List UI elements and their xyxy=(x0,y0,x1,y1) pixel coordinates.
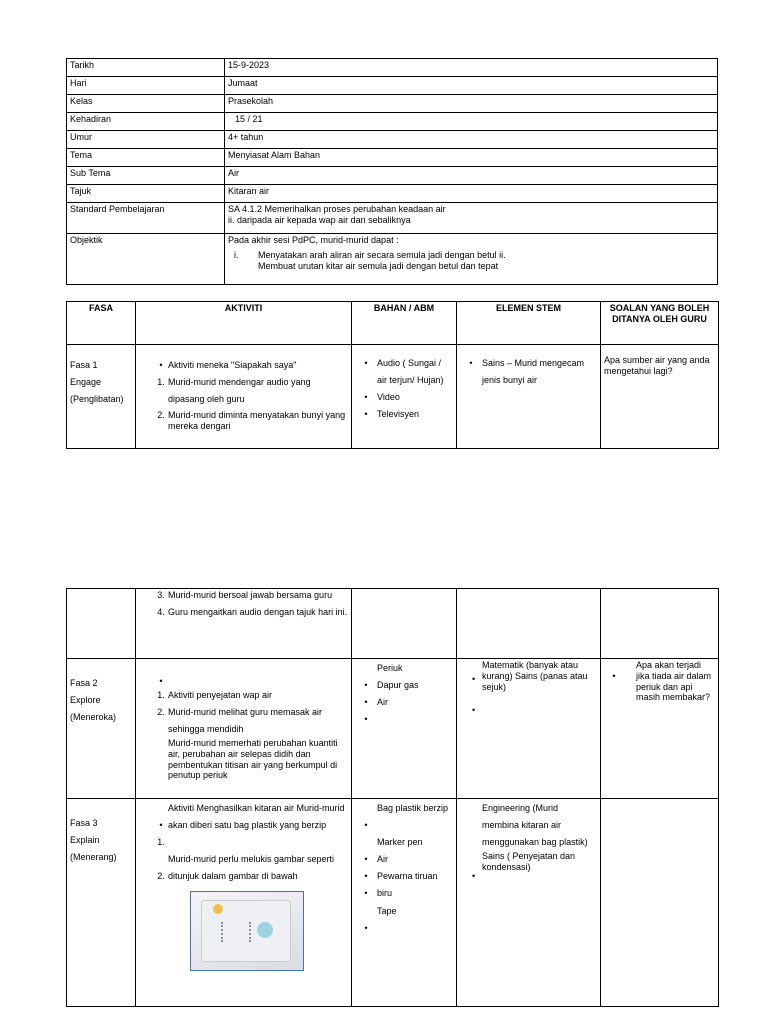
table-row xyxy=(67,149,718,167)
standard-line-2: ii. daripada air kepada wap air dan sebaliknya xyxy=(228,214,411,225)
table-row xyxy=(67,59,718,77)
list-item: Marker pen xyxy=(377,837,423,848)
list-item: Tape xyxy=(377,905,397,916)
list-item: • Video xyxy=(355,389,453,406)
list-item: 2. Murid-murid diminta menyatakan bunyi yang mereka dengari xyxy=(157,410,346,432)
list-item: 4. Guru mengaitkan audio dengan tajuk hari ini. xyxy=(157,606,348,617)
bullet-icon: • xyxy=(364,820,368,831)
fasa-3-soalan xyxy=(601,799,719,1007)
fasa-3-sub: Explain xyxy=(70,835,100,846)
fasa-1-aktiviti-cont xyxy=(136,589,352,659)
table-row xyxy=(67,77,718,95)
evaporation-icon xyxy=(221,922,251,942)
table-row xyxy=(67,167,718,185)
label-tema: Tema xyxy=(67,149,225,167)
table-header-row xyxy=(67,302,719,345)
fasa-3-bahan xyxy=(352,799,457,1007)
header-bahan: BAHAN / ABM xyxy=(352,302,457,345)
table-row xyxy=(67,185,718,203)
value-kehadiran: 15 / 21 xyxy=(225,113,718,131)
label-sub-tema: Sub Tema xyxy=(67,167,225,185)
bullet-icon: • xyxy=(469,358,473,368)
label-hari: Hari xyxy=(67,77,225,95)
fasa-2-cell xyxy=(67,659,136,799)
fasa-1-soalan: Apa sumber air yang anda mengetahui lagi? xyxy=(601,345,719,449)
list-item: Periuk xyxy=(377,663,403,673)
objektif-intro: Pada akhir sesi PdPC, murid-murid dapat : xyxy=(228,235,399,245)
bullet-icon: • xyxy=(364,854,368,865)
bullet-icon: • xyxy=(364,409,368,420)
table-row xyxy=(67,113,718,131)
bullet-icon: • xyxy=(472,870,476,881)
value-kelas: Prasekolah xyxy=(225,95,718,113)
bullet-icon: • xyxy=(159,676,163,686)
bullet-icon: • • xyxy=(364,871,368,899)
list-item: • Bag plastik berzip xyxy=(355,800,453,834)
list-item: 2. Murid-murid melihat guru memasak air sehingga mendidih xyxy=(157,706,323,734)
table-row xyxy=(67,589,719,659)
fasa-1-sub: Engage xyxy=(70,377,102,388)
value-tarikh: 15-9-2023 xyxy=(225,59,718,77)
table-row xyxy=(67,345,719,449)
fasa-2-bahan xyxy=(352,659,457,799)
value-umur: 4+ tahun xyxy=(225,131,718,149)
list-item: • Air xyxy=(355,851,453,868)
list-item: • Air xyxy=(355,694,453,711)
header-soalan: SOALAN YANG BOLEH DITANYA OLEH GURU xyxy=(601,302,719,345)
fasa-3-name: Fasa 3 xyxy=(70,818,98,828)
list-item: Murid-murid memerhati perubahan kuantiti air, perubahan air selepas didih dan pembentukan titisan air yang berkumpul di penutup periuk xyxy=(168,738,338,781)
objektif-numeral: i. xyxy=(234,249,239,260)
fasa-1-aktiviti xyxy=(136,345,352,449)
fasa-2-soalan: • Apa akan terjadi jika tiada air dalam periuk dan api masih membakar? xyxy=(601,659,719,799)
list-item: • Audio ( Sungai / air terjun/ Hujan) xyxy=(355,355,453,389)
label-umur: Umur xyxy=(67,131,225,149)
bullet-icon: • xyxy=(159,360,163,370)
fasa-2-name: Fasa 2 xyxy=(70,678,98,688)
header-aktiviti: AKTIVITI xyxy=(136,302,352,345)
fasa-3-elemen: Engineering (Murid membina kitaran air menggunakan bag plastik) Sains ( Penyejatan dan kondensasi) • xyxy=(457,799,601,1007)
list-item: 1. Aktiviti penyejatan wap air xyxy=(157,689,273,700)
table-row xyxy=(67,131,718,149)
fasa-3-cell xyxy=(67,799,136,1007)
activity-table-continued xyxy=(66,588,719,1007)
bullet-icon: • xyxy=(364,697,368,708)
value-tema: Menyiasat Alam Bahan xyxy=(225,149,718,167)
list-item: • Televisyen xyxy=(355,406,453,423)
fasa-1-bahan xyxy=(352,345,457,449)
fasa-1-name: Fasa 1 xyxy=(70,360,98,370)
value-objektif xyxy=(225,234,718,285)
header-elemen: ELEMEN STEM xyxy=(457,302,601,345)
objektif-line-2: Membuat urutan kitar air semula jadi dengan betul dan tepat xyxy=(258,260,499,271)
fasa-2-aktiviti xyxy=(136,659,352,799)
list-item: 1. Murid-murid mendengar audio yang dipasang oleh guru xyxy=(157,377,311,405)
bullet-icon: • xyxy=(472,674,476,685)
bullet-icon: • xyxy=(472,705,476,716)
fasa-2-sub: Explore xyxy=(70,695,101,706)
table-row xyxy=(67,203,718,234)
table-row xyxy=(67,659,719,799)
bullet-icon: • xyxy=(364,358,368,368)
table-row xyxy=(67,95,718,113)
standard-line-1: SA 4.1.2 Memerihalkan proses perubahan keadaan air xyxy=(228,204,446,214)
fasa-3-paren: (Menerang) xyxy=(70,852,117,863)
bullet-icon: • xyxy=(364,680,368,691)
fasa-2-elemen: Matematik (banyak atau kurang) Sains (panas atau sejuk) • • xyxy=(457,659,601,799)
list-item: 2. Murid-murid perlu melukis gambar seperti ditunjuk dalam gambar di bawah xyxy=(157,854,335,882)
bullet-icon: • xyxy=(612,670,616,681)
label-kehadiran: Kehadiran xyxy=(67,113,225,131)
fasa-1-elemen: • Sains – Murid mengecam jenis bunyi air xyxy=(457,345,601,449)
value-standard xyxy=(225,203,718,234)
bullet-icon: • xyxy=(364,714,368,725)
lesson-info-table xyxy=(66,58,718,285)
water-cycle-bag-photo xyxy=(190,891,304,971)
table-row xyxy=(67,234,718,285)
fasa-1-cell xyxy=(67,345,136,449)
label-tarikh: Tarikh xyxy=(67,59,225,77)
list-item: 3. Murid-murid bersoal jawab bersama guru xyxy=(157,590,333,600)
header-fasa: FASA xyxy=(67,302,136,345)
list-item: • Aktiviti meneka "Siapakah saya" xyxy=(154,357,348,374)
value-sub-tema: Air xyxy=(225,167,718,185)
fasa-1-paren: (Penglibatan) xyxy=(70,394,124,405)
bullet-icon: • xyxy=(364,392,368,403)
activity-table xyxy=(66,301,719,449)
label-objektif: Objektik xyxy=(67,234,225,285)
value-hari: Jumaat xyxy=(225,77,718,95)
label-tajuk: Tajuk xyxy=(67,185,225,203)
value-tajuk: Kitaran air xyxy=(225,185,718,203)
list-item: • Dapur gas xyxy=(355,677,453,694)
fasa-3-aktiviti xyxy=(136,799,352,1007)
fasa-2-paren: (Meneroka) xyxy=(70,712,117,723)
label-standard: Standard Pembelajaran xyxy=(67,203,225,234)
label-kelas: Kelas xyxy=(67,95,225,113)
table-row xyxy=(67,799,719,1007)
objektif-line-1: Menyatakan arah aliran air secara semula jadi dengan betul ii. xyxy=(258,249,506,260)
list-item: • • Pewarna tiruan biru xyxy=(355,868,453,902)
bullet-icon: • xyxy=(364,922,368,933)
list-item: • 1. Aktiviti Menghasilkan kitaran air Murid-murid akan diberi satu bag plastik yang berzip xyxy=(157,803,345,848)
